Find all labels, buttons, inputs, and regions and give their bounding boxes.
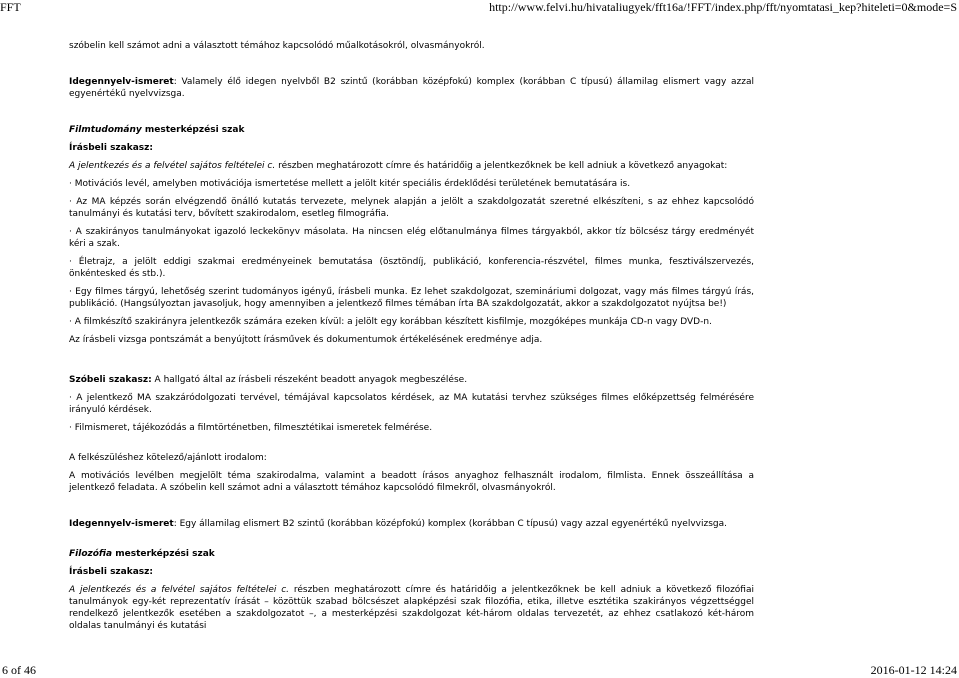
literature-label: A felkészüléshez kötelező/ajánlott irodalom:: [69, 453, 267, 463]
literature-text: A motivációs levélben megjelölt téma szakirodalma, valamint a beadott írásos anyaghoz felhasznált irodalom, filmlista. Ennek összeállítása a jelentkező feladata. A szóbelin kell számot adni a választott témához kapcsolódó filmekről, olvasmányokról.: [69, 471, 754, 493]
section-title-film: Filmtudomány mesterképzési szak: [69, 125, 245, 135]
bullet-cv: · Életrajz, a jelölt eddigi szakmai eredményeinek bemutatása (ösztöndíj, publikáció, konferencia-részvétel, filmes munka, fesztiválszervezés, önkéntesked és stb.).: [69, 257, 754, 279]
film-intro: A jelentkezés és a felvétel sajátos feltételei c. részben meghatározott címre és határidőig a jelentkezőknek be kell adniuk a következő anyagokat:: [69, 161, 728, 171]
bullet-transcript: · A szakirányos tanulmányokat igazoló leckekönyv másolata. Ha nincsen elég előtanulmánya filmes tárgyakból, akkor tíz bölcsész tárgy eredményét kéri a szak.: [69, 227, 754, 249]
paragraph-language-requirement: [69, 76, 754, 100]
oral-stage: Szóbeli szakasz: A hallgató által az írásbeli részeként beadott anyagok megbeszélése.: [69, 375, 468, 385]
bullet-filmmaking: · A filmkészítő szakirányra jelentkezők számára ezeken kívül: a jelölt egy korábban készített kisfilmje, mozgóképes munkája CD-n vagy DVD-n.: [69, 317, 712, 327]
oral-bullet-film-knowledge: · Filmismeret, tájékozódás a filmtörténetben, filmesztétikai ismeretek felmérése.: [69, 423, 433, 433]
bullet-motivation: · Motivációs levél, amelyben motivációja ismertetése mellett a jelölt kitér speciális érdeklődési területének bemutatására is.: [69, 179, 631, 189]
header-url: http://www.felvi.hu/hivataliugyek/fft16a/!FFT/index.php/fft/nyomtatasi_kep?hiteleti=0&mode=S: [489, 0, 957, 14]
bullet-research-plan: · Az MA képzés során elvégzendő önálló kutatás tervezete, melynek alapján a jelölt a szakdolgozatát szeretné elkészíteni, s az ehhez kapcsolódó tanulmányi és kutatási terv, bővített szakirodalom, esetleg filmográfia.: [69, 197, 754, 219]
film-language-requirement: Idegennyelv-ismeret: Egy államilag elismert B2 szintű (korábban középfokú) komplex (korábban C típusú) vagy azzal egyenértékű nyelvvizsga.: [69, 519, 727, 529]
written-stage-label: Írásbeli szakasz:: [69, 143, 153, 153]
language-label: Idegennyelv-ismeret: [69, 77, 174, 87]
written-score-note: Az írásbeli vizsga pontszámát a benyújtott írásművek és dokumentumok értékelésének eredménye adja.: [69, 335, 543, 345]
language-text: : Valamely élő idegen nyelvből B2 szintű (korábban középfokú) komplex (korábban C típusú) államilag elismert vagy azzal egyenértékű nyelvvizsga.: [69, 77, 754, 99]
bullet-written-work: · Egy filmes tárgyú, lehetőség szerint tudományos igényű, írásbeli munka. Ez lehet szakdolgozat, szemináriumi dolgozat, vagy más filmes tárgyú írás, publikáció. (Hangsúlyoztan javasoljuk, hogy amennyiben a jelentkező filmes témában írta BA szakdolgozatát, akkor a szakdolgozatot nyújtsa be!): [69, 287, 754, 309]
section-title-philosophy: Filozófia mesterképzési szak: [69, 549, 215, 559]
header-title: FFT: [0, 0, 21, 14]
paragraph-oral-topic: szóbelin kell számot adni a választott témához kapcsolódó műalkotásokról, olvasmányokról.: [69, 41, 485, 51]
phil-intro: A jelentkezés és a felvétel sajátos feltételei c. részben meghatározott címre és határidőig a jelentkezőknek be kell adniuk a következő filozófiai tanulmányok egy-két reprezentatív írását – közöttük szabad bölcsészet alapképzési szak filozófia, etika, illetve esztétika szakirányos végzettséggel rendelkező jelentkezők esetében a szakdolgozatot –, a mesterképzési szakdolgozat két-három oldalas tervezetét, az ehhez csatlakozó két-három oldalas tanulmányi és kutatási: [69, 585, 754, 631]
print-timestamp: 2016-01-12 14:24: [870, 663, 957, 677]
phil-written-stage-label: Írásbeli szakasz:: [69, 567, 153, 577]
page-counter: 6 of 46: [2, 663, 36, 677]
document-body: [69, 40, 754, 632]
oral-bullet-questions: · A jelentkező MA szakzáródolgozati tervével, témájával kapcsolatos kérdések, az MA kutatási tervhez szükséges filmes előképzettség felmérésére irányuló kérdések.: [69, 393, 754, 415]
print-header: [0, 0, 959, 15]
